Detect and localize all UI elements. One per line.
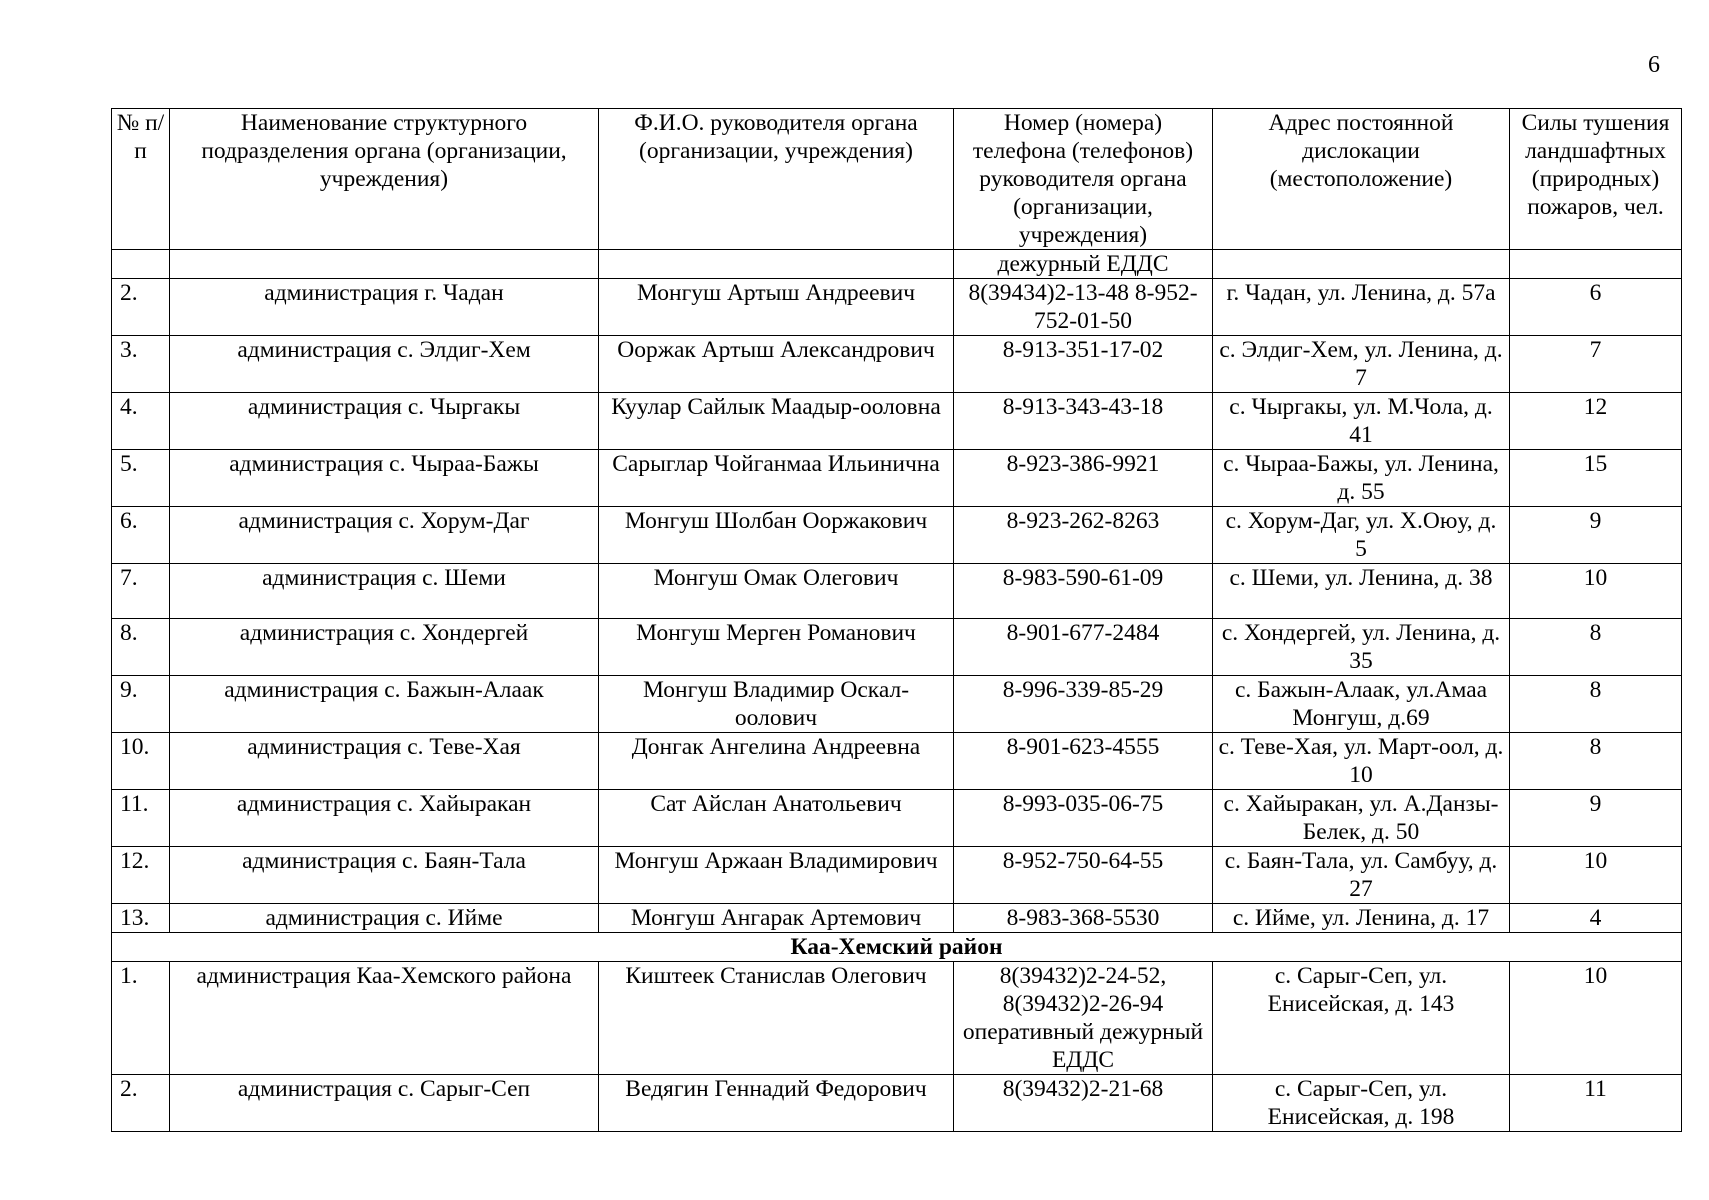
row-name: администрация с. Хондергей [170,619,599,676]
row-phone: 8(39432)2-24-52, 8(39432)2-26-94 оперативный дежурный ЕДДС [954,962,1213,1075]
row-num: 7. [112,564,170,619]
row-forces: 8 [1510,619,1682,676]
row-forces: 8 [1510,733,1682,790]
row-head: Сат Айслан Анатольевич [599,790,954,847]
row-num: 3. [112,336,170,393]
table-row [112,279,1682,336]
row-head: Монгуш Аржаан Владимирович [599,847,954,904]
row-num: 13. [112,904,170,933]
row-forces: 8 [1510,676,1682,733]
row-address: с. Теве-Хая, ул. Март-оол, д. 10 [1213,733,1510,790]
row-address: с. Бажын-Алаак, ул.Амаа Монгуш, д.69 [1213,676,1510,733]
row-name: администрация с. Бажын-Алаак [170,676,599,733]
header-address: Адрес постоянной дислокации (местоположение) [1213,109,1510,250]
row-forces: 11 [1510,1075,1682,1132]
row-phone: 8-901-623-4555 [954,733,1213,790]
row-address: с. Ийме, ул. Ленина, д. 17 [1213,904,1510,933]
row-head: Ведягин Геннадий Федорович [599,1075,954,1132]
row-phone: 8-923-386-9921 [954,450,1213,507]
row-name: администрация с. Теве-Хая [170,733,599,790]
row-phone: 8-993-035-06-75 [954,790,1213,847]
section-title: Каа-Хемский район [112,933,1682,962]
row-head: Монгуш Артыш Андреевич [599,279,954,336]
row-phone: 8-901-677-2484 [954,619,1213,676]
table-row [112,676,1682,733]
header-forces: Силы тушения ландшафтных (природных) пожаров, чел. [1510,109,1682,250]
row-address: с. Сарыг-Сеп, ул. Енисейская, д. 198 [1213,1075,1510,1132]
row-head: Монгуш Ангарак Артемович [599,904,954,933]
row-num: 8. [112,619,170,676]
row-forces: 10 [1510,962,1682,1075]
table-row [112,962,1682,1075]
row-address: с. Элдиг-Хем, ул. Ленина, д. 7 [1213,336,1510,393]
row-num: 10. [112,733,170,790]
row-name: администрация г. Чадан [170,279,599,336]
row-head: Киштеек Станислав Олегович [599,962,954,1075]
row-forces: 10 [1510,564,1682,619]
row-forces: 9 [1510,507,1682,564]
row-name: администрация с. Баян-Тала [170,847,599,904]
table-row [112,564,1682,619]
row-phone: 8(39432)2-21-68 [954,1075,1213,1132]
row-name: администрация с. Ийме [170,904,599,933]
table-row [112,733,1682,790]
table-row [112,1075,1682,1132]
table-header-row [112,109,1682,250]
row-name: администрация с. Хайыракан [170,790,599,847]
row-num: 12. [112,847,170,904]
row-num: 4. [112,393,170,450]
row-address: с. Хорум-Даг, ул. Х.Оюу, д. 5 [1213,507,1510,564]
header-name: Наименование структурного подразделения органа (организации, учреждения) [170,109,599,250]
table-row [112,507,1682,564]
table-row [112,450,1682,507]
continuation-phone: дежурный ЕДДС [954,250,1213,279]
row-address: с. Хайыракан, ул. А.Данзы-Белек, д. 50 [1213,790,1510,847]
row-forces: 9 [1510,790,1682,847]
row-name: администрация с. Элдиг-Хем [170,336,599,393]
row-phone: 8-996-339-85-29 [954,676,1213,733]
table-row [112,790,1682,847]
table-row [112,904,1682,933]
header-head: Ф.И.О. руководителя органа (организации, учреждения) [599,109,954,250]
row-phone: 8-983-590-61-09 [954,564,1213,619]
header-num: № п/п [112,109,170,250]
row-address: с. Шеми, ул. Ленина, д. 38 [1213,564,1510,619]
row-address: с. Чыраа-Бажы, ул. Ленина, д. 55 [1213,450,1510,507]
section-row [112,933,1682,962]
contacts-table [111,108,1682,1132]
table-row [112,847,1682,904]
page-number: 6 [1648,52,1660,78]
row-num: 5. [112,450,170,507]
table-row [112,393,1682,450]
row-head: Ооржак Артыш Александрович [599,336,954,393]
row-phone: 8-983-368-5530 [954,904,1213,933]
row-name: администрация Каа-Хемского района [170,962,599,1075]
row-forces: 6 [1510,279,1682,336]
row-head: Сарыглар Чойганмаа Ильинична [599,450,954,507]
row-num: 6. [112,507,170,564]
row-address: с. Чыргакы, ул. М.Чола, д. 41 [1213,393,1510,450]
row-phone: 8-923-262-8263 [954,507,1213,564]
row-forces: 15 [1510,450,1682,507]
row-head: Монгуш Шолбан Ооржакович [599,507,954,564]
table-row [112,336,1682,393]
row-name: администрация с. Чыргакы [170,393,599,450]
row-phone: 8-913-343-43-18 [954,393,1213,450]
row-head: Монгуш Омак Олегович [599,564,954,619]
row-head: Донгак Ангелина Андреевна [599,733,954,790]
row-phone: 8-952-750-64-55 [954,847,1213,904]
row-address: с. Баян-Тала, ул. Самбуу, д. 27 [1213,847,1510,904]
row-num: 1. [112,962,170,1075]
row-address: г. Чадан, ул. Ленина, д. 57а [1213,279,1510,336]
row-forces: 10 [1510,847,1682,904]
row-name: администрация с. Хорум-Даг [170,507,599,564]
header-phone: Номер (номера) телефона (телефонов) руководителя органа (организации, учреждения) [954,109,1213,250]
row-head: Монгуш Мерген Романович [599,619,954,676]
row-name: администрация с. Чыраа-Бажы [170,450,599,507]
row-num: 11. [112,790,170,847]
row-num: 9. [112,676,170,733]
row-head: Монгуш Владимир Оскал-оолович [599,676,954,733]
row-name: администрация с. Сарыг-Сеп [170,1075,599,1132]
row-num: 2. [112,1075,170,1132]
row-head: Куулар Сайлык Маадыр-ооловна [599,393,954,450]
row-forces: 12 [1510,393,1682,450]
row-forces: 7 [1510,336,1682,393]
row-phone: 8-913-351-17-02 [954,336,1213,393]
row-phone: 8(39434)2-13-48 8-952-752-01-50 [954,279,1213,336]
row-name: администрация с. Шеми [170,564,599,619]
row-forces: 4 [1510,904,1682,933]
row-address: с. Сарыг-Сеп, ул. Енисейская, д. 143 [1213,962,1510,1075]
row-address: с. Хондергей, ул. Ленина, д. 35 [1213,619,1510,676]
row-num: 2. [112,279,170,336]
continuation-row [112,250,1682,279]
table-row [112,619,1682,676]
